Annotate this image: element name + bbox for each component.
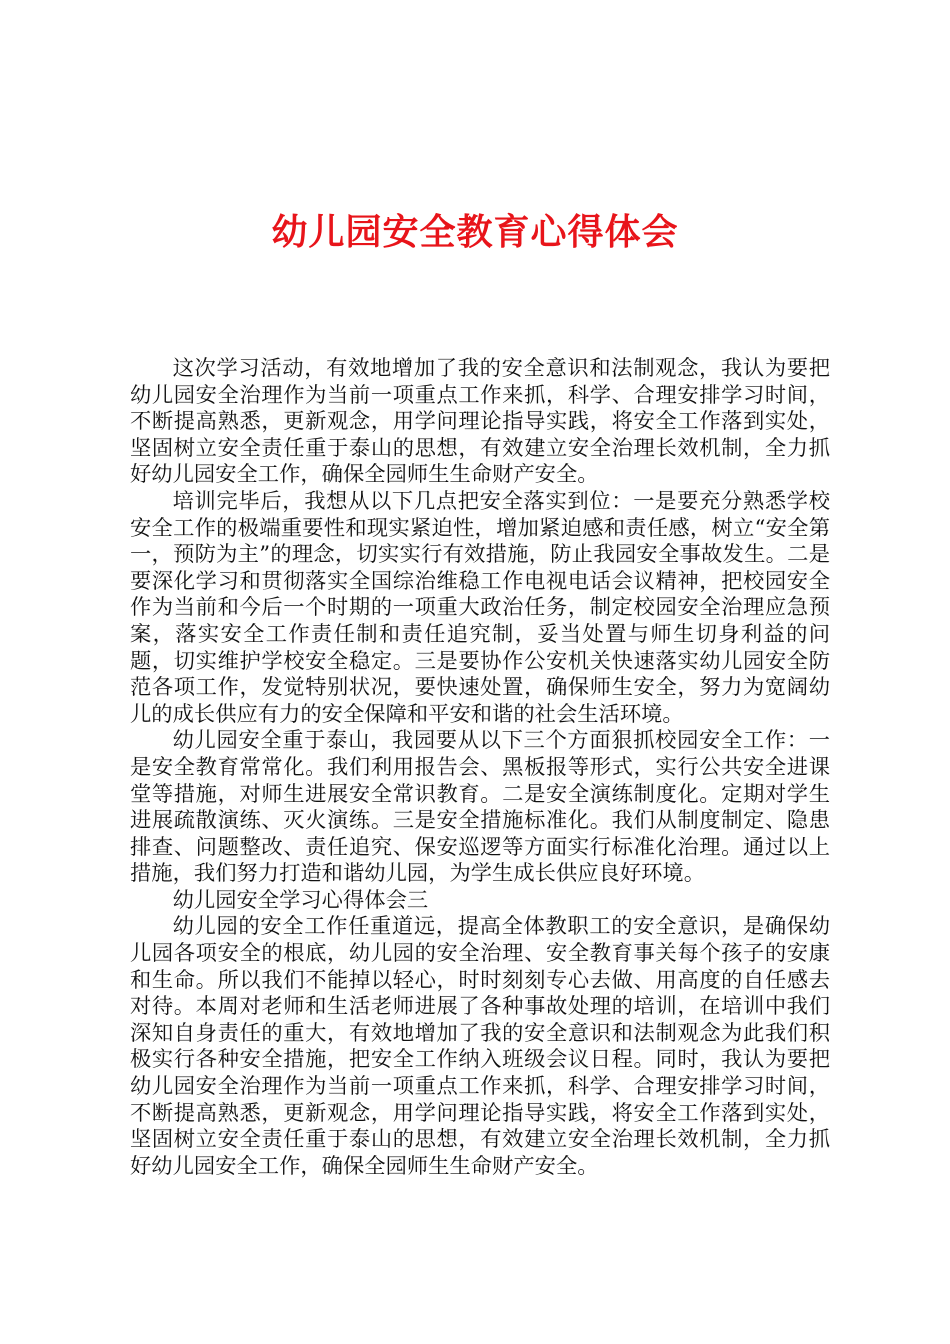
document-body [130,356,830,1180]
paragraph: 这次学习活动，有效地增加了我的安全意识和法制观念，我认为要把幼儿园安全治理作为当前一项重点工作来抓，科学、合理安排学习时间，不断提高熟悉，更新观念，用学问理论指导实践，将安全工作落到实处，坚固树立安全责任重于泰山的思想，有效建立安全治理长效机制，全力抓好幼儿园安全工作，确保全园师生生命财产安全。 [130,356,830,488]
section-heading: 幼儿园安全学习心得体会三 [172,887,429,913]
paragraph: 培训完毕后，我想从以下几点把安全落实到位：一是要充分熟悉学校安全工作的极端重要性和现实紧迫性，增加紧迫感和责任感，树立“安全第一，预防为主”的理念，切实实行有效措施，防止我园安全事故发生。二是要深化学习和贯彻落实全国综治维稳工作电视电话会议精神，把校园安全作为当前和今后一个时期的一项重大政治任务，制定校园安全治理应急预案，落实安全工作责任制和责任追究制，妥当处置与师生切身利益的问题，切实维护学校安全稳定。三是要协作公安机关快速落实幼儿园安全防范各项工作，发觉特别状况，要快速处置，确保师生安全，努力为宽阔幼儿的成长供应有力的安全保障和平安和谐的社会生活环境。 [130,488,830,727]
paragraph: 幼儿园的安全工作任重道远，提高全体教职工的安全意识，是确保幼儿园各项安全的根底，幼儿园的安全治理、安全教育事关每个孩子的安康和生命。所以我们不能掉以轻心，时时刻刻专心去做、用高度的自任感去对待。本周对老师和生活老师进展了各种事故处理的培训，在培训中我们深知自身责任的重大，有效地增加了我的安全意识和法制观念为此我们积极实行各种安全措施，把安全工作纳入班级会议日程。同时，我认为要把幼儿园安全治理作为当前一项重点工作来抓，科学、合理安排学习时间，不断提高熟悉，更新观念，用学问理论指导实践，将安全工作落到实处，坚固树立安全责任重于泰山的思想，有效建立安全治理长效机制，全力抓好幼儿园安全工作，确保全园师生生命财产安全。 [130,914,830,1179]
paragraph: 幼儿园安全重于泰山，我园要从以下三个方面狠抓校园安全工作：一是安全教育常常化。我们利用报告会、黑板报等形式，实行公共安全进课堂等措施，对师生进展安全常识教育。二是安全演练制度化。定期对学生进展疏散演练、灭火演练。三是安全措施标准化。我们从制度制定、隐患排查、问题整改、责任追究、保安巡逻等方面实行标准化治理。通过以上措施，我们努力打造和谐幼儿园，为学生成长供应良好环境。 [130,728,830,887]
document-title: 幼儿园安全教育心得体会 [271,211,679,253]
